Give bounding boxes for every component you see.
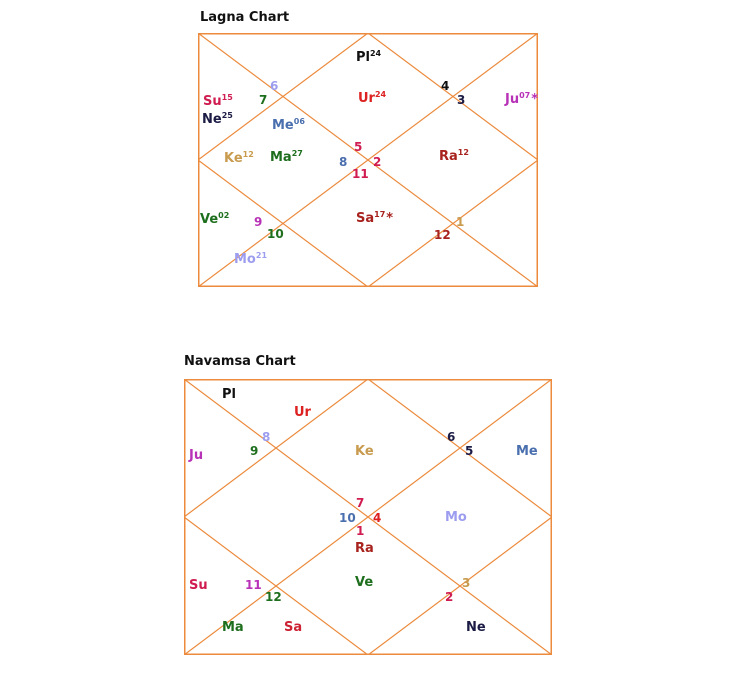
navamsa-house-number-1: 1: [356, 524, 365, 538]
planet-degree: 12: [457, 148, 469, 157]
planet-abbrev: Mo: [234, 252, 256, 267]
navamsa-planet-mars: [222, 621, 244, 634]
planet-abbrev: Ra: [439, 149, 458, 164]
lagna-house-number-9: 9: [254, 215, 263, 229]
lagna-house-number-11: 11: [352, 167, 369, 181]
navamsa-house-number-11: 11: [245, 578, 262, 592]
planet-abbrev: Ne: [202, 112, 222, 127]
navamsa-planet-sun: [189, 579, 208, 592]
planet-abbrev: Ur: [294, 405, 311, 420]
planet-abbrev: Me: [516, 444, 538, 459]
planet-degree: 24: [369, 49, 382, 58]
lagna-house-number-5: 5: [354, 140, 363, 154]
planet-abbrev: Ke: [355, 444, 374, 459]
planet-degree: 25: [221, 111, 233, 120]
navamsa-house-number-9: 9: [250, 444, 259, 458]
lagna-house-number-10: 10: [267, 227, 284, 241]
planet-abbrev: Ju: [189, 448, 204, 463]
lagna-planet-neptune: [202, 113, 233, 126]
planet-abbrev: Ra: [355, 541, 374, 556]
lagna-planet-saturn: [356, 212, 393, 225]
planet-abbrev: Ke: [224, 151, 243, 166]
navamsa-planet-ketu: [355, 445, 374, 458]
navamsa-chart-box: [184, 379, 552, 655]
navamsa-planet-rahu: [355, 542, 374, 555]
navamsa-house-number-10: 10: [339, 511, 356, 525]
lagna-house-number-12: 12: [434, 228, 451, 242]
planet-abbrev: Pl: [356, 50, 370, 65]
navamsa-planet-moon: [445, 511, 467, 524]
lagna-house-number-2: 2: [373, 155, 382, 169]
planet-abbrev: Ve: [200, 212, 219, 227]
planet-abbrev: Ve: [355, 575, 374, 590]
navamsa-planet-saturn: [284, 621, 302, 634]
lagna-planet-rahu: [439, 150, 469, 163]
navamsa-house-number-5: 5: [465, 444, 474, 458]
planet-degree: 21: [255, 251, 268, 260]
navamsa-planet-venus: [355, 576, 373, 589]
lagna-planet-sun: [203, 95, 233, 108]
planet-abbrev: Sa: [356, 211, 375, 226]
planet-degree: 15: [221, 93, 233, 102]
navamsa-planet-pluto: [222, 388, 236, 401]
lagna-planet-mars: [270, 151, 303, 164]
lagna-house-number-1: 1: [456, 215, 465, 229]
planet-abbrev: Me: [272, 118, 294, 133]
planet-degree: 24: [374, 90, 387, 99]
lagna-chart-box: [198, 33, 538, 287]
lagna-planet-venus: [200, 213, 229, 226]
retrograde-asterisk: *: [531, 92, 539, 107]
navamsa-house-number-8: 8: [262, 430, 271, 444]
lagna-house-number-4: 4: [441, 79, 450, 93]
lagna-house-number-3: 3: [457, 93, 466, 107]
navamsa-house-number-3: 3: [462, 576, 471, 590]
lagna-planet-jupiter: [505, 93, 538, 106]
lagna-planet-moon: [234, 253, 267, 266]
navamsa-house-number-6: 6: [447, 430, 456, 444]
planet-degree: 17: [374, 210, 386, 219]
planet-degree: 27: [291, 149, 303, 158]
lagna-planet-uranus: [358, 92, 386, 105]
lagna-chart-title: Lagna Chart: [200, 10, 290, 25]
navamsa-house-number-4: 4: [373, 511, 382, 525]
navamsa-chart-grid: [184, 379, 552, 655]
planet-abbrev: Ju: [505, 92, 520, 107]
planet-abbrev: Su: [203, 94, 222, 109]
navamsa-planet-jupiter: [189, 449, 203, 462]
planet-abbrev: Ma: [222, 620, 244, 635]
planet-degree: 07: [519, 91, 531, 100]
lagna-planet-pluto: [356, 51, 381, 64]
planet-abbrev: Ur: [358, 91, 375, 106]
planet-degree: 02: [218, 211, 230, 220]
lagna-house-number-6: 6: [270, 79, 279, 93]
planet-degree: 12: [242, 150, 254, 159]
lagna-house-number-7: 7: [259, 93, 268, 107]
planet-degree: 06: [293, 117, 305, 126]
lagna-planet-ketu: [224, 152, 254, 165]
lagna-planet-mercury: [272, 119, 305, 132]
navamsa-planet-neptune: [466, 621, 486, 634]
navamsa-house-number-12: 12: [265, 590, 282, 604]
planet-abbrev: Su: [189, 578, 208, 593]
planet-abbrev: Pl: [222, 387, 236, 402]
planet-abbrev: Sa: [284, 620, 303, 635]
navamsa-house-number-7: 7: [356, 496, 365, 510]
navamsa-chart-title: Navamsa Chart: [184, 354, 296, 369]
navamsa-planet-mercury: [516, 445, 538, 458]
retrograde-asterisk: *: [386, 211, 394, 226]
planet-abbrev: Ne: [466, 620, 486, 635]
navamsa-house-number-2: 2: [445, 590, 454, 604]
lagna-house-number-8: 8: [339, 155, 348, 169]
navamsa-planet-uranus: [294, 406, 311, 419]
planet-abbrev: Ma: [270, 150, 292, 165]
planet-abbrev: Mo: [445, 510, 467, 525]
